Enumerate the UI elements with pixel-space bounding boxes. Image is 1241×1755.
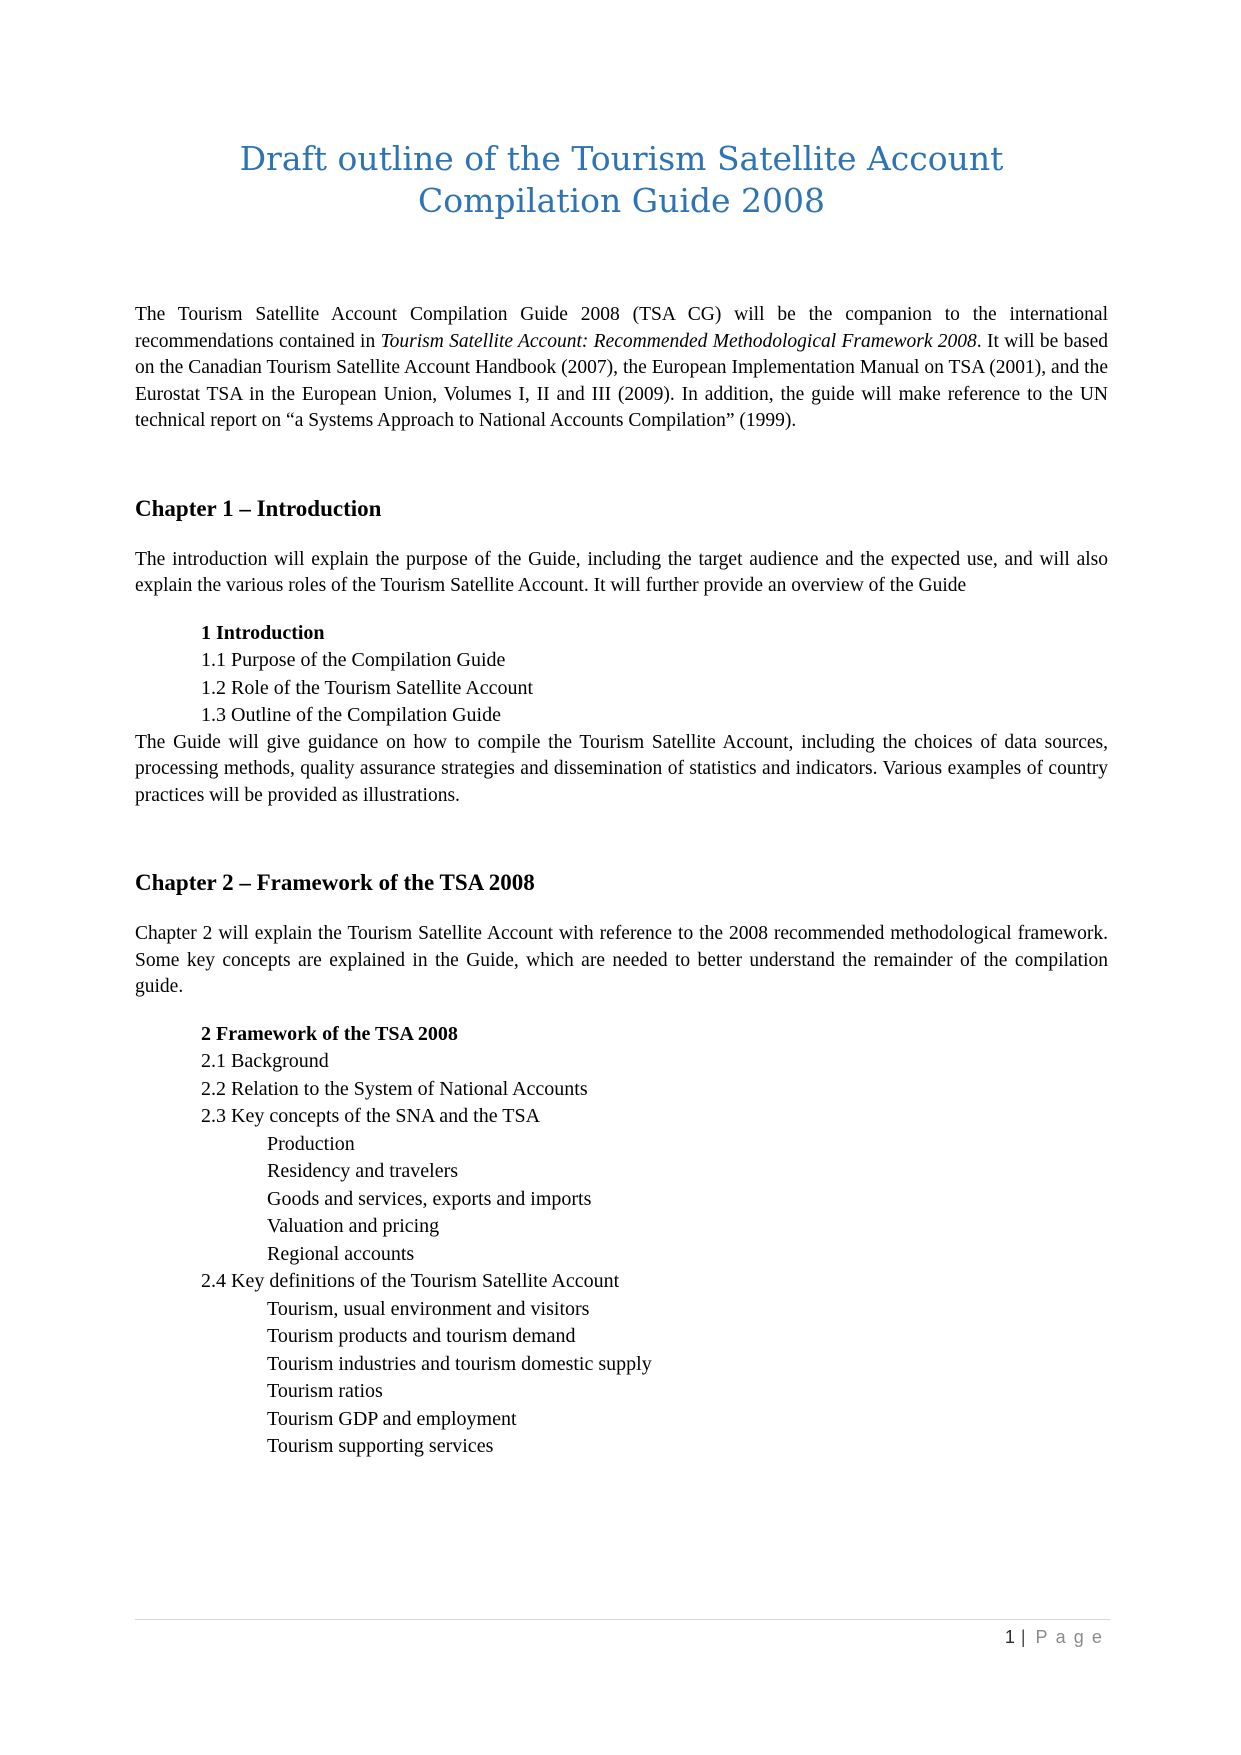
document-title-line-1: Draft outline of the Tourism Satellite Account	[239, 139, 1004, 178]
intro-paragraph-text-continued: . It will be based on the Canadian Tourism Satellite Account Handbook (2007), the European Implementation Manual on TSA (2001), and the Eurostat TSA in the European Union, Volumes I, II and III (2009). In addition, the guide will make reference to the UN technical report on “a Systems Approach to National Accounts Compilation” (1999).	[135, 330, 1108, 431]
chapter-1-outline	[201, 620, 1108, 730]
outline-item: Regional accounts	[267, 1242, 415, 1265]
chapter-2-intro-paragraph: Chapter 2 will explain the Tourism Satellite Account with reference to the 2008 recommended methodological framework. Some key concepts are explained in the Guide, which are needed to better understand the remainder of the compilation guide.	[135, 923, 1108, 997]
document-title	[135, 138, 1108, 222]
outline-item: 2.4 Key definitions of the Tourism Satellite Account	[201, 1270, 620, 1292]
chapter-1-closing-paragraph: The Guide will give guidance on how to compile the Tourism Satellite Account, including the choices of data sources, processing methods, quality assurance strategies and dissemination of statistics and indicators. Various examples of country practices will be provided as illustrations.	[135, 731, 1108, 806]
chapter-2-outline	[201, 1021, 1108, 1461]
outline-item: Tourism industries and tourism domestic supply	[267, 1352, 652, 1375]
chapter-1-intro-paragraph: The introduction will explain the purpose of the Guide, including the target audience and the expected use, and will also explain the various roles of the Tourism Satellite Account. It will further provide an overview of the Guide	[135, 548, 1108, 596]
outline-item: Tourism, usual environment and visitors	[267, 1297, 590, 1320]
document-title-line-2: Compilation Guide 2008	[417, 181, 826, 220]
page-number: 1	[1004, 1627, 1015, 1647]
outline-item: Tourism supporting services	[267, 1435, 494, 1457]
outline-item: Tourism products and tourism demand	[267, 1325, 576, 1347]
footer-page-label: Page	[1035, 1627, 1110, 1647]
outline-item: Production	[267, 1132, 355, 1155]
outline-item: Goods and services, exports and imports	[267, 1187, 592, 1210]
outline-item: 1.2 Role of the Tourism Satellite Account	[201, 676, 534, 699]
intro-paragraph-text: The Tourism Satellite Account Compilation Guide 2008 (TSA CG) will be the companion to the international recommendations contained in	[135, 304, 1108, 352]
outline-item: Valuation and pricing	[267, 1215, 440, 1237]
outline-item: Tourism GDP and employment	[267, 1407, 517, 1430]
intro-paragraph	[135, 302, 1108, 435]
outline-item: 2.1 Background	[201, 1050, 329, 1072]
outline-item: Tourism ratios	[267, 1380, 383, 1402]
outline-item: 2.2 Relation to the System of National Accounts	[201, 1077, 588, 1100]
outline-item: Residency and travelers	[267, 1160, 459, 1182]
chapter-1-heading: Chapter 1 – Introduction	[135, 495, 382, 521]
outline-heading: 1 Introduction	[201, 621, 325, 644]
outline-heading: 2 Framework of the TSA 2008	[201, 1022, 458, 1045]
outline-item: 1.3 Outline of the Compilation Guide	[201, 704, 501, 726]
page-footer	[135, 1619, 1110, 1648]
footer-separator: |	[1020, 1627, 1026, 1647]
outline-item: 1.1 Purpose of the Compilation Guide	[201, 649, 506, 671]
intro-paragraph-italic-phrase: Tourism Satellite Account: Recommended Methodological Framework 2008	[380, 330, 977, 352]
outline-item: 2.3 Key concepts of the SNA and the TSA	[201, 1105, 541, 1127]
chapter-2-heading: Chapter 2 – Framework of the TSA 2008	[135, 870, 535, 895]
